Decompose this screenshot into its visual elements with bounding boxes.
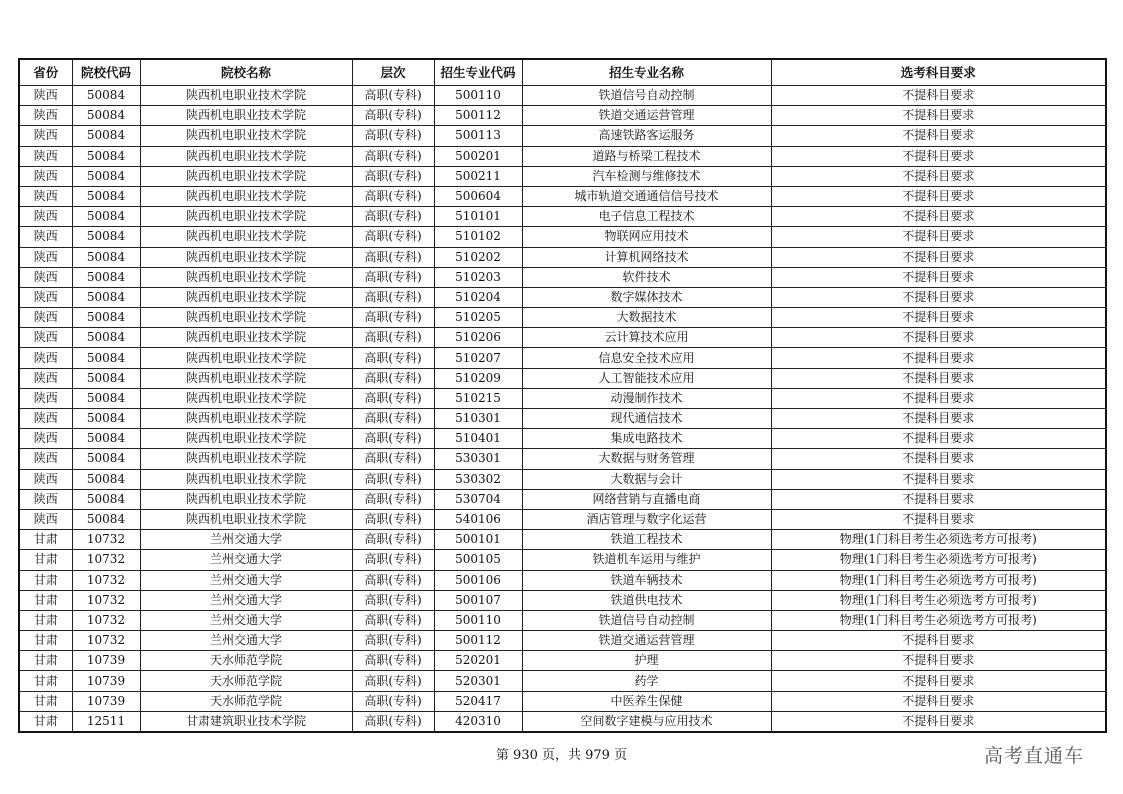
table-row bbox=[19, 126, 1106, 146]
level-cell: 高职(专科) bbox=[352, 308, 434, 328]
subject-requirement-cell: 不提科目要求 bbox=[771, 86, 1106, 106]
province-cell: 陕西 bbox=[19, 469, 72, 489]
school-name-cell: 陕西机电职业技术学院 bbox=[140, 429, 352, 449]
table-row bbox=[19, 449, 1106, 469]
level-cell: 高职(专科) bbox=[352, 550, 434, 570]
table-row bbox=[19, 509, 1106, 529]
level-cell: 高职(专科) bbox=[352, 368, 434, 388]
subject-requirement-cell: 不提科目要求 bbox=[771, 267, 1106, 287]
admissions-table-container bbox=[18, 58, 1105, 733]
major-code-cell: 500112 bbox=[434, 106, 522, 126]
province-cell: 陕西 bbox=[19, 146, 72, 166]
school-name-cell: 陕西机电职业技术学院 bbox=[140, 388, 352, 408]
school-name-cell: 兰州交通大学 bbox=[140, 530, 352, 550]
subject-requirement-cell: 不提科目要求 bbox=[771, 469, 1106, 489]
school-name-cell: 陕西机电职业技术学院 bbox=[140, 267, 352, 287]
province-cell: 甘肃 bbox=[19, 711, 72, 732]
school-name-cell: 陕西机电职业技术学院 bbox=[140, 186, 352, 206]
major-name-cell: 集成电路技术 bbox=[522, 429, 771, 449]
page-number: 第 930 页，共 979 页 bbox=[495, 748, 628, 763]
table-row bbox=[19, 590, 1106, 610]
school-name-cell: 陕西机电职业技术学院 bbox=[140, 348, 352, 368]
major-code-cell: 530301 bbox=[434, 449, 522, 469]
province-cell: 陕西 bbox=[19, 368, 72, 388]
subject-requirement-cell: 不提科目要求 bbox=[771, 449, 1106, 469]
province-cell: 陕西 bbox=[19, 308, 72, 328]
major-name-cell: 护理 bbox=[522, 651, 771, 671]
subject-requirement-cell: 不提科目要求 bbox=[771, 509, 1106, 529]
province-cell: 陕西 bbox=[19, 207, 72, 227]
province-cell: 甘肃 bbox=[19, 671, 72, 691]
table-row bbox=[19, 308, 1106, 328]
subject-requirement-cell: 不提科目要求 bbox=[771, 388, 1106, 408]
subject-requirement-cell: 不提科目要求 bbox=[771, 227, 1106, 247]
school-code-cell: 10739 bbox=[72, 691, 140, 711]
table-row bbox=[19, 247, 1106, 267]
province-cell: 陕西 bbox=[19, 267, 72, 287]
column-header: 招生专业名称 bbox=[522, 59, 771, 86]
major-code-cell: 500211 bbox=[434, 166, 522, 186]
major-name-cell: 道路与桥梁工程技术 bbox=[522, 146, 771, 166]
major-code-cell: 510203 bbox=[434, 267, 522, 287]
school-code-cell: 50084 bbox=[72, 328, 140, 348]
school-code-cell: 50084 bbox=[72, 449, 140, 469]
subject-requirement-cell: 不提科目要求 bbox=[771, 348, 1106, 368]
major-name-cell: 铁道车辆技术 bbox=[522, 570, 771, 590]
subject-requirement-cell: 不提科目要求 bbox=[771, 166, 1106, 186]
school-name-cell: 甘肃建筑职业技术学院 bbox=[140, 711, 352, 732]
major-name-cell: 中医养生保健 bbox=[522, 691, 771, 711]
major-code-cell: 510207 bbox=[434, 348, 522, 368]
major-name-cell: 大数据技术 bbox=[522, 308, 771, 328]
major-code-cell: 510206 bbox=[434, 328, 522, 348]
school-name-cell: 陕西机电职业技术学院 bbox=[140, 328, 352, 348]
subject-requirement-cell: 不提科目要求 bbox=[771, 429, 1106, 449]
table-row bbox=[19, 368, 1106, 388]
subject-requirement-cell: 物理(1门科目考生必须选考方可报考) bbox=[771, 590, 1106, 610]
school-code-cell: 50084 bbox=[72, 126, 140, 146]
school-code-cell: 50084 bbox=[72, 267, 140, 287]
subject-requirement-cell: 物理(1门科目考生必须选考方可报考) bbox=[771, 610, 1106, 630]
table-row bbox=[19, 691, 1106, 711]
level-cell: 高职(专科) bbox=[352, 530, 434, 550]
column-header: 层次 bbox=[352, 59, 434, 86]
school-name-cell: 陕西机电职业技术学院 bbox=[140, 207, 352, 227]
major-name-cell: 大数据与会计 bbox=[522, 469, 771, 489]
subject-requirement-cell: 不提科目要求 bbox=[771, 328, 1106, 348]
school-name-cell: 陕西机电职业技术学院 bbox=[140, 86, 352, 106]
subject-requirement-cell: 不提科目要求 bbox=[771, 146, 1106, 166]
major-name-cell: 铁道交通运营管理 bbox=[522, 631, 771, 651]
school-code-cell: 10732 bbox=[72, 590, 140, 610]
major-name-cell: 现代通信技术 bbox=[522, 409, 771, 429]
subject-requirement-cell: 不提科目要求 bbox=[771, 409, 1106, 429]
major-code-cell: 530302 bbox=[434, 469, 522, 489]
table-row bbox=[19, 186, 1106, 206]
table-row bbox=[19, 328, 1106, 348]
school-code-cell: 50084 bbox=[72, 227, 140, 247]
province-cell: 陕西 bbox=[19, 86, 72, 106]
major-code-cell: 510202 bbox=[434, 247, 522, 267]
table-body bbox=[19, 86, 1106, 733]
major-code-cell: 500112 bbox=[434, 631, 522, 651]
school-code-cell: 50084 bbox=[72, 489, 140, 509]
major-code-cell: 500201 bbox=[434, 146, 522, 166]
school-code-cell: 50084 bbox=[72, 409, 140, 429]
province-cell: 陕西 bbox=[19, 106, 72, 126]
table-row bbox=[19, 610, 1106, 630]
school-code-cell: 50084 bbox=[72, 429, 140, 449]
province-cell: 陕西 bbox=[19, 186, 72, 206]
watermark-logo: 高考直通车 bbox=[984, 745, 1085, 767]
school-name-cell: 陕西机电职业技术学院 bbox=[140, 106, 352, 126]
school-name-cell: 兰州交通大学 bbox=[140, 590, 352, 610]
table-row bbox=[19, 166, 1106, 186]
province-cell: 陕西 bbox=[19, 409, 72, 429]
major-code-cell: 500107 bbox=[434, 590, 522, 610]
level-cell: 高职(专科) bbox=[352, 631, 434, 651]
table-row bbox=[19, 287, 1106, 307]
table-row bbox=[19, 570, 1106, 590]
major-code-cell: 500113 bbox=[434, 126, 522, 146]
level-cell: 高职(专科) bbox=[352, 711, 434, 732]
level-cell: 高职(专科) bbox=[352, 166, 434, 186]
major-name-cell: 铁道信号自动控制 bbox=[522, 86, 771, 106]
school-name-cell: 陕西机电职业技术学院 bbox=[140, 368, 352, 388]
major-name-cell: 铁道机车运用与维护 bbox=[522, 550, 771, 570]
level-cell: 高职(专科) bbox=[352, 651, 434, 671]
school-name-cell: 陕西机电职业技术学院 bbox=[140, 469, 352, 489]
subject-requirement-cell: 不提科目要求 bbox=[771, 287, 1106, 307]
province-cell: 陕西 bbox=[19, 429, 72, 449]
major-code-cell: 500110 bbox=[434, 610, 522, 630]
level-cell: 高职(专科) bbox=[352, 106, 434, 126]
table-row bbox=[19, 530, 1106, 550]
school-name-cell: 陕西机电职业技术学院 bbox=[140, 287, 352, 307]
province-cell: 陕西 bbox=[19, 489, 72, 509]
province-cell: 陕西 bbox=[19, 126, 72, 146]
province-cell: 甘肃 bbox=[19, 550, 72, 570]
province-cell: 陕西 bbox=[19, 348, 72, 368]
school-code-cell: 50084 bbox=[72, 388, 140, 408]
major-code-cell: 510204 bbox=[434, 287, 522, 307]
major-code-cell: 530704 bbox=[434, 489, 522, 509]
school-name-cell: 陕西机电职业技术学院 bbox=[140, 449, 352, 469]
subject-requirement-cell: 不提科目要求 bbox=[771, 651, 1106, 671]
subject-requirement-cell: 物理(1门科目考生必须选考方可报考) bbox=[771, 550, 1106, 570]
level-cell: 高职(专科) bbox=[352, 590, 434, 610]
school-code-cell: 50084 bbox=[72, 469, 140, 489]
major-name-cell: 铁道供电技术 bbox=[522, 590, 771, 610]
subject-requirement-cell: 不提科目要求 bbox=[771, 671, 1106, 691]
major-name-cell: 高速铁路客运服务 bbox=[522, 126, 771, 146]
major-code-cell: 510401 bbox=[434, 429, 522, 449]
major-name-cell: 电子信息工程技术 bbox=[522, 207, 771, 227]
header-row bbox=[19, 59, 1106, 86]
major-code-cell: 520301 bbox=[434, 671, 522, 691]
subject-requirement-cell: 不提科目要求 bbox=[771, 691, 1106, 711]
level-cell: 高职(专科) bbox=[352, 348, 434, 368]
province-cell: 陕西 bbox=[19, 247, 72, 267]
level-cell: 高职(专科) bbox=[352, 509, 434, 529]
major-name-cell: 软件技术 bbox=[522, 267, 771, 287]
school-code-cell: 50084 bbox=[72, 509, 140, 529]
level-cell: 高职(专科) bbox=[352, 86, 434, 106]
major-name-cell: 药学 bbox=[522, 671, 771, 691]
table-row bbox=[19, 207, 1106, 227]
table-row bbox=[19, 86, 1106, 106]
table-row bbox=[19, 429, 1106, 449]
school-code-cell: 10732 bbox=[72, 550, 140, 570]
major-code-cell: 500110 bbox=[434, 86, 522, 106]
table-header bbox=[19, 59, 1106, 86]
school-name-cell: 陕西机电职业技术学院 bbox=[140, 308, 352, 328]
level-cell: 高职(专科) bbox=[352, 146, 434, 166]
province-cell: 陕西 bbox=[19, 287, 72, 307]
column-header: 省份 bbox=[19, 59, 72, 86]
subject-requirement-cell: 不提科目要求 bbox=[771, 106, 1106, 126]
school-code-cell: 50084 bbox=[72, 287, 140, 307]
school-code-cell: 50084 bbox=[72, 368, 140, 388]
school-code-cell: 50084 bbox=[72, 186, 140, 206]
table-row bbox=[19, 267, 1106, 287]
level-cell: 高职(专科) bbox=[352, 186, 434, 206]
level-cell: 高职(专科) bbox=[352, 489, 434, 509]
level-cell: 高职(专科) bbox=[352, 429, 434, 449]
table-row bbox=[19, 671, 1106, 691]
province-cell: 甘肃 bbox=[19, 590, 72, 610]
major-code-cell: 510101 bbox=[434, 207, 522, 227]
subject-requirement-cell: 不提科目要求 bbox=[771, 308, 1106, 328]
major-name-cell: 物联网应用技术 bbox=[522, 227, 771, 247]
school-name-cell: 陕西机电职业技术学院 bbox=[140, 146, 352, 166]
level-cell: 高职(专科) bbox=[352, 227, 434, 247]
level-cell: 高职(专科) bbox=[352, 409, 434, 429]
major-name-cell: 铁道交通运营管理 bbox=[522, 106, 771, 126]
table-row bbox=[19, 146, 1106, 166]
school-code-cell: 50084 bbox=[72, 247, 140, 267]
admissions-table bbox=[18, 58, 1107, 733]
level-cell: 高职(专科) bbox=[352, 287, 434, 307]
province-cell: 甘肃 bbox=[19, 691, 72, 711]
major-name-cell: 铁道工程技术 bbox=[522, 530, 771, 550]
subject-requirement-cell: 不提科目要求 bbox=[771, 368, 1106, 388]
school-code-cell: 50084 bbox=[72, 106, 140, 126]
major-code-cell: 420310 bbox=[434, 711, 522, 732]
province-cell: 甘肃 bbox=[19, 530, 72, 550]
school-code-cell: 50084 bbox=[72, 348, 140, 368]
school-code-cell: 10739 bbox=[72, 671, 140, 691]
school-name-cell: 天水师范学院 bbox=[140, 651, 352, 671]
major-name-cell: 网络营销与直播电商 bbox=[522, 489, 771, 509]
column-header: 院校代码 bbox=[72, 59, 140, 86]
subject-requirement-cell: 物理(1门科目考生必须选考方可报考) bbox=[771, 570, 1106, 590]
table-row bbox=[19, 550, 1106, 570]
major-name-cell: 计算机网络技术 bbox=[522, 247, 771, 267]
school-name-cell: 天水师范学院 bbox=[140, 691, 352, 711]
major-code-cell: 510215 bbox=[434, 388, 522, 408]
major-code-cell: 500101 bbox=[434, 530, 522, 550]
subject-requirement-cell: 不提科目要求 bbox=[771, 489, 1106, 509]
school-code-cell: 10732 bbox=[72, 610, 140, 630]
province-cell: 陕西 bbox=[19, 227, 72, 247]
school-name-cell: 陕西机电职业技术学院 bbox=[140, 227, 352, 247]
major-name-cell: 酒店管理与数字化运营 bbox=[522, 509, 771, 529]
school-name-cell: 兰州交通大学 bbox=[140, 631, 352, 651]
major-name-cell: 信息安全技术应用 bbox=[522, 348, 771, 368]
school-code-cell: 10732 bbox=[72, 631, 140, 651]
table-row bbox=[19, 227, 1106, 247]
major-code-cell: 520201 bbox=[434, 651, 522, 671]
subject-requirement-cell: 不提科目要求 bbox=[771, 126, 1106, 146]
major-code-cell: 510102 bbox=[434, 227, 522, 247]
school-code-cell: 50084 bbox=[72, 166, 140, 186]
table-row bbox=[19, 348, 1106, 368]
major-code-cell: 520417 bbox=[434, 691, 522, 711]
level-cell: 高职(专科) bbox=[352, 570, 434, 590]
major-name-cell: 城市轨道交通通信信号技术 bbox=[522, 186, 771, 206]
table-row bbox=[19, 631, 1106, 651]
school-code-cell: 50084 bbox=[72, 146, 140, 166]
province-cell: 甘肃 bbox=[19, 651, 72, 671]
school-name-cell: 陕西机电职业技术学院 bbox=[140, 509, 352, 529]
major-name-cell: 空间数字建模与应用技术 bbox=[522, 711, 771, 732]
major-name-cell: 动漫制作技术 bbox=[522, 388, 771, 408]
school-name-cell: 兰州交通大学 bbox=[140, 610, 352, 630]
level-cell: 高职(专科) bbox=[352, 247, 434, 267]
table-row bbox=[19, 388, 1106, 408]
school-name-cell: 陕西机电职业技术学院 bbox=[140, 166, 352, 186]
level-cell: 高职(专科) bbox=[352, 469, 434, 489]
school-code-cell: 12511 bbox=[72, 711, 140, 732]
school-name-cell: 陕西机电职业技术学院 bbox=[140, 409, 352, 429]
level-cell: 高职(专科) bbox=[352, 388, 434, 408]
column-header: 选考科目要求 bbox=[771, 59, 1106, 86]
major-name-cell: 人工智能技术应用 bbox=[522, 368, 771, 388]
school-code-cell: 10739 bbox=[72, 651, 140, 671]
subject-requirement-cell: 不提科目要求 bbox=[771, 207, 1106, 227]
level-cell: 高职(专科) bbox=[352, 328, 434, 348]
school-name-cell: 兰州交通大学 bbox=[140, 570, 352, 590]
subject-requirement-cell: 不提科目要求 bbox=[771, 186, 1106, 206]
level-cell: 高职(专科) bbox=[352, 610, 434, 630]
major-code-cell: 510205 bbox=[434, 308, 522, 328]
subject-requirement-cell: 不提科目要求 bbox=[771, 711, 1106, 732]
school-name-cell: 陕西机电职业技术学院 bbox=[140, 489, 352, 509]
major-name-cell: 数字媒体技术 bbox=[522, 287, 771, 307]
subject-requirement-cell: 不提科目要求 bbox=[771, 247, 1106, 267]
province-cell: 甘肃 bbox=[19, 570, 72, 590]
major-code-cell: 510301 bbox=[434, 409, 522, 429]
school-name-cell: 天水师范学院 bbox=[140, 671, 352, 691]
major-name-cell: 汽车检测与维修技术 bbox=[522, 166, 771, 186]
province-cell: 陕西 bbox=[19, 449, 72, 469]
major-code-cell: 500106 bbox=[434, 570, 522, 590]
table-row bbox=[19, 711, 1106, 732]
province-cell: 陕西 bbox=[19, 388, 72, 408]
table-row bbox=[19, 409, 1106, 429]
major-name-cell: 云计算技术应用 bbox=[522, 328, 771, 348]
level-cell: 高职(专科) bbox=[352, 449, 434, 469]
province-cell: 陕西 bbox=[19, 328, 72, 348]
province-cell: 甘肃 bbox=[19, 631, 72, 651]
school-code-cell: 50084 bbox=[72, 86, 140, 106]
subject-requirement-cell: 物理(1门科目考生必须选考方可报考) bbox=[771, 530, 1106, 550]
level-cell: 高职(专科) bbox=[352, 691, 434, 711]
major-name-cell: 铁道信号自动控制 bbox=[522, 610, 771, 630]
major-code-cell: 540106 bbox=[434, 509, 522, 529]
school-name-cell: 陕西机电职业技术学院 bbox=[140, 126, 352, 146]
province-cell: 甘肃 bbox=[19, 610, 72, 630]
table-row bbox=[19, 651, 1106, 671]
major-code-cell: 500105 bbox=[434, 550, 522, 570]
level-cell: 高职(专科) bbox=[352, 267, 434, 287]
school-code-cell: 50084 bbox=[72, 308, 140, 328]
subject-requirement-cell: 不提科目要求 bbox=[771, 631, 1106, 651]
table-row bbox=[19, 106, 1106, 126]
school-code-cell: 50084 bbox=[72, 207, 140, 227]
school-code-cell: 10732 bbox=[72, 530, 140, 550]
column-header: 招生专业代码 bbox=[434, 59, 522, 86]
school-name-cell: 兰州交通大学 bbox=[140, 550, 352, 570]
school-name-cell: 陕西机电职业技术学院 bbox=[140, 247, 352, 267]
major-code-cell: 500604 bbox=[434, 186, 522, 206]
province-cell: 陕西 bbox=[19, 509, 72, 529]
province-cell: 陕西 bbox=[19, 166, 72, 186]
table-row bbox=[19, 469, 1106, 489]
level-cell: 高职(专科) bbox=[352, 126, 434, 146]
major-name-cell: 大数据与财务管理 bbox=[522, 449, 771, 469]
table-row bbox=[19, 489, 1106, 509]
school-code-cell: 10732 bbox=[72, 570, 140, 590]
level-cell: 高职(专科) bbox=[352, 671, 434, 691]
level-cell: 高职(专科) bbox=[352, 207, 434, 227]
column-header: 院校名称 bbox=[140, 59, 352, 86]
major-code-cell: 510209 bbox=[434, 368, 522, 388]
